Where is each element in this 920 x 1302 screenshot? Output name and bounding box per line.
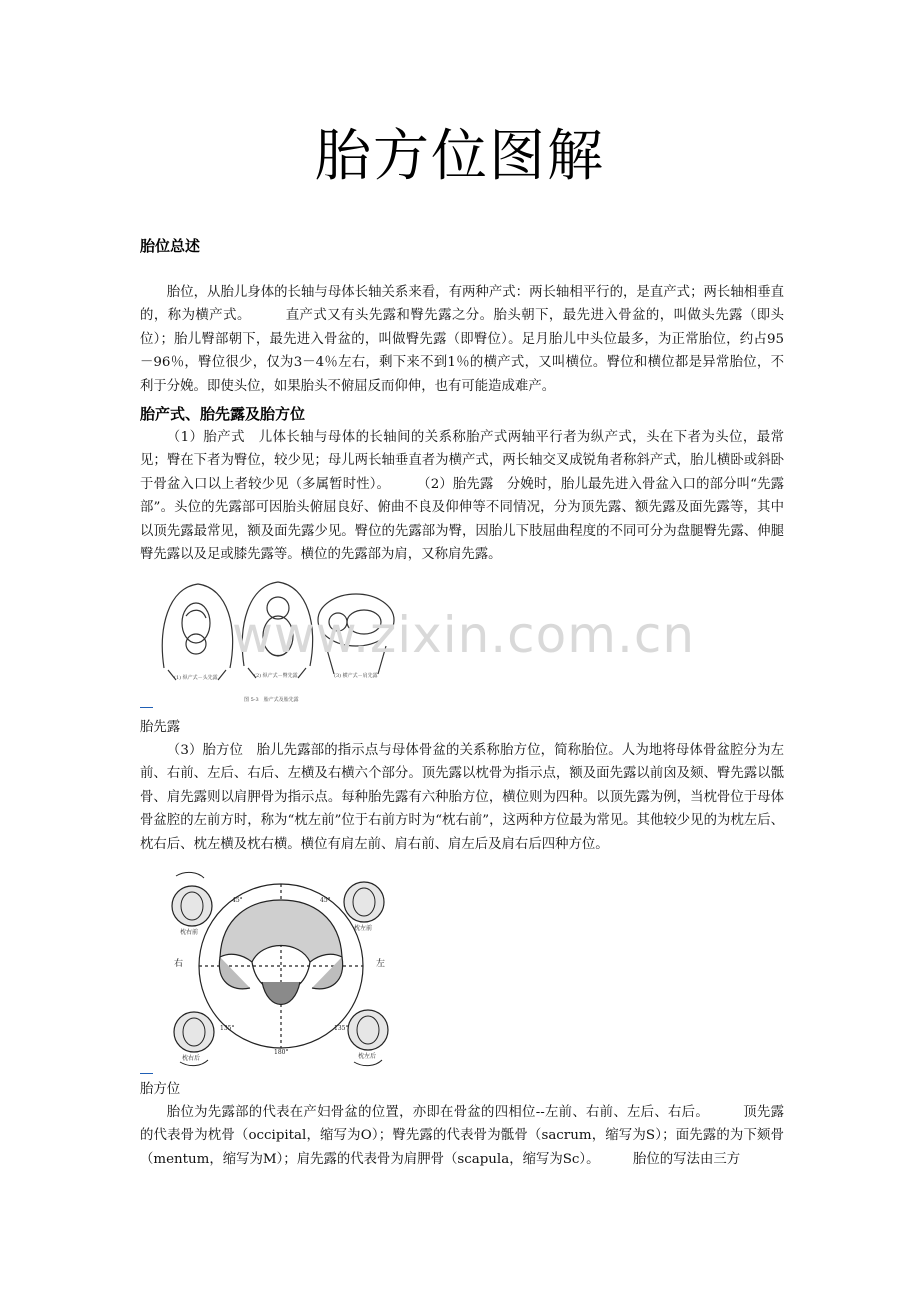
caption-fetal-position: 胎方位 bbox=[140, 1082, 181, 1097]
watermark-text: www.zixin.com.cn bbox=[232, 606, 696, 664]
fig2-pos-left-posterior: 枕左后 bbox=[358, 1053, 377, 1060]
fetal-position-diagram bbox=[150, 862, 410, 1070]
page-title: 胎方位图解 bbox=[315, 124, 605, 189]
fig2-pos-right-anterior: 枕右前 bbox=[180, 929, 199, 936]
section-heading-presentation: 胎产式、胎先露及胎方位 bbox=[140, 405, 306, 423]
paragraph-presentation: （1）胎产式 儿体长轴与母体的长轴间的关系称胎产式两轴平行者为纵产式，头在下者为头位，最常见；臀在下者为臀位，较少见；母儿两长轴垂直者为横产式，两长轴交叉成锐角者称斜产式，胎儿横卧或斜卧于骨盆入口以上者较少见（多属暂时性）。 （2）胎先露 分娩时，胎儿最先进入骨盆入口的部分叫“先露部”。头位的先露部可因胎头俯屈良好、俯曲不良及仰伸等不同情况，分为顶先露、额先露及面先露等，其中以顶先露最常见，额及面先露少见。臀位的先露部为臀，因胎儿下肢屈曲程度的不同可分为盘腿臀先露、伸腿臀先露以及足或膝先露等。横位的先露部为肩，又称肩先露。 bbox=[140, 430, 784, 563]
fig2-label-right: 右 bbox=[174, 959, 184, 969]
fig1-label-1: (1) 纵产式－头先露 bbox=[174, 675, 218, 681]
fig2-angle-5: 180° bbox=[274, 1049, 289, 1056]
paragraph-notation: 胎位为先露部的代表在产妇骨盆的位置，亦即在骨盆的四相位--左前、右前、左后、右后。 顶先露的代表骨为枕骨（occipital，缩写为O）；臀先露的代表骨为骶骨（sacrum，缩写为S）；面先露的为下颏骨（mentum，缩写为M）；肩先露的代表骨为肩胛骨（scapula，缩写为Sc）。 胎位的写法由三方 bbox=[140, 1105, 784, 1167]
paragraph-fetal-position: （3）胎方位 胎儿先露部的指示点与母体骨盆的关系称胎方位，简称胎位。人为地将母体骨盆腔分为左前、右前、左后、右后、左横及右横六个部分。顶先露以枕骨为指示点，额及面先露以前囟及颏、臀先露以骶骨、肩先露则以肩胛骨为指示点。每种胎先露有六种胎方位，横位则为四种。以顶先露为例，当枕骨位于母体骨盆腔的左前方时，称为“枕左前”位于右前方时为“枕右前”，这两种方位最为常见。其他较少见的为枕左后、枕右后、枕左横及枕右横。横位有肩左前、肩右前、肩左后及肩右后四种方位。 bbox=[140, 743, 784, 852]
fig2-pos-left-anterior: 枕左前 bbox=[354, 925, 373, 932]
image-anchor-mark-2 bbox=[140, 1073, 153, 1074]
figure-fetal-position bbox=[150, 862, 410, 1074]
fig2-angle-3: 135° bbox=[220, 1025, 235, 1032]
fig2-angle-4: 135° bbox=[334, 1025, 349, 1032]
fig1-label-2: (2) 纵产式－臀先露 bbox=[254, 673, 298, 679]
fig2-angle-1: 45° bbox=[232, 897, 243, 904]
fig1-label-3: (3) 横产式－肩先露 bbox=[334, 673, 378, 679]
image-anchor-mark bbox=[140, 707, 153, 708]
fig2-pos-right-posterior: 枕右后 bbox=[182, 1055, 201, 1062]
fig2-label-left: 左 bbox=[376, 959, 386, 969]
caption-fetal-presentation: 胎先露 bbox=[140, 720, 181, 735]
fig2-angle-2: 45° bbox=[320, 897, 331, 904]
section-heading-overview: 胎位总述 bbox=[140, 237, 201, 255]
paragraph-overview: 胎位，从胎儿身体的长轴与母体长轴关系来看，有两种产式：两长轴相平行的，是直产式；两长轴相垂直的，称为横产式。 直产式又有头先露和臀先露之分。胎头朝下，最先进入骨盆的，叫做头先露（即头位）；胎儿臀部朝下，最先进入骨盆的，叫做臀先露（即臀位）。足月胎儿中头位最多，为正常胎位，约占95－96％，臀位很少，仅为3－4％左右，剩下来不到1％的横产式，又叫横位。臀位和横位都是异常胎位，不利于分娩。即使头位，如果胎头不俯屈反而仰伸，也有可能造成难产。 bbox=[140, 285, 784, 394]
fig1-caption: 图 5-3 胎产式及胎先露 bbox=[244, 697, 299, 703]
